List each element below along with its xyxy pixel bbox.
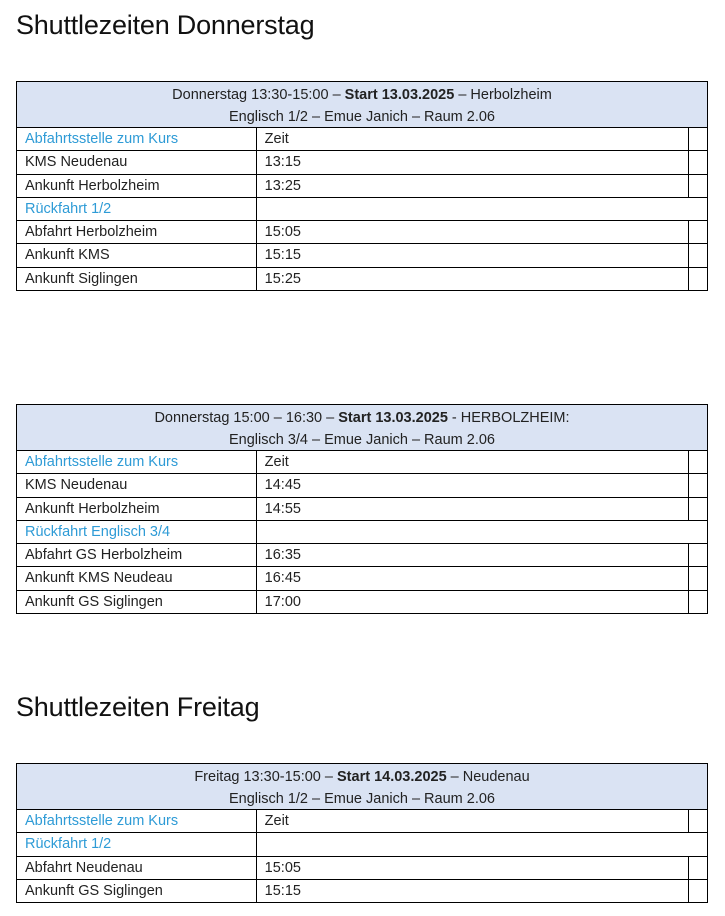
header-line-1 <box>17 84 707 106</box>
table-row <box>16 451 708 474</box>
table-row <box>16 521 708 544</box>
stop-cell: Abfahrt GS Herbolzheim <box>17 544 257 566</box>
table-row <box>16 474 708 497</box>
empty-cell <box>689 268 708 290</box>
table-row <box>16 151 708 174</box>
stop-cell: Ankunft Herbolzheim <box>17 175 257 197</box>
table-row <box>16 128 708 151</box>
stop-cell: Ankunft Herbolzheim <box>17 498 257 520</box>
table-row <box>16 857 708 880</box>
header-text: Freitag 13:30-15:00 – <box>194 769 337 785</box>
header-line-2: Englisch 1/2 – Emue Janich – Raum 2.06 <box>229 791 495 807</box>
header-line-2: Englisch 1/2 – Emue Janich – Raum 2.06 <box>229 109 495 125</box>
header-location: – Herbolzheim <box>454 87 552 103</box>
schedule-table-thursday-2 <box>16 404 708 614</box>
empty-cell <box>689 880 708 902</box>
return-section-label: Rückfahrt 1/2 <box>17 833 257 855</box>
time-cell <box>257 521 708 543</box>
table-row <box>16 498 708 521</box>
schedule-table-friday-1 <box>16 763 708 903</box>
stop-cell: Abfahrt Herbolzheim <box>17 221 257 243</box>
empty-cell <box>689 544 708 566</box>
empty-cell <box>689 175 708 197</box>
empty-cell <box>689 474 708 496</box>
time-cell: 15:15 <box>257 880 689 902</box>
time-cell: 13:15 <box>257 151 689 173</box>
time-cell: 16:45 <box>257 567 689 589</box>
table-row <box>16 198 708 221</box>
table-header <box>16 404 708 451</box>
empty-cell <box>689 857 708 879</box>
return-section-label: Rückfahrt 1/2 <box>17 198 257 220</box>
stop-cell: Ankunft KMS <box>17 244 257 266</box>
header-text: Donnerstag 15:00 – 16:30 – <box>154 410 339 426</box>
page-title-friday: Shuttlezeiten Freitag <box>16 692 260 722</box>
time-cell: 15:15 <box>257 244 689 266</box>
header-location: – Neudenau <box>446 769 530 785</box>
stop-cell: Ankunft GS Siglingen <box>17 880 257 902</box>
column-header-departure: Abfahrtsstelle zum Kurs <box>17 128 257 150</box>
empty-cell <box>689 244 708 266</box>
column-header-time: Zeit <box>257 451 689 473</box>
table-row <box>16 175 708 198</box>
table-row <box>16 221 708 244</box>
table-row <box>16 268 708 291</box>
table-row <box>16 567 708 590</box>
stop-cell: Ankunft GS Siglingen <box>17 591 257 613</box>
table-row <box>16 880 708 903</box>
column-header-departure: Abfahrtsstelle zum Kurs <box>17 451 257 473</box>
header-line-1 <box>17 407 707 429</box>
time-cell <box>257 198 708 220</box>
empty-cell <box>689 128 708 150</box>
header-location: - HERBOLZHEIM: <box>447 410 570 426</box>
column-header-time: Zeit <box>257 810 689 832</box>
time-cell: 15:05 <box>257 221 689 243</box>
empty-cell <box>689 221 708 243</box>
page-title-thursday: Shuttlezeiten Donnerstag <box>16 10 315 40</box>
header-text: Donnerstag 13:30-15:00 – <box>172 87 345 103</box>
stop-cell: Abfahrt Neudenau <box>17 857 257 879</box>
column-header-time: Zeit <box>257 128 689 150</box>
header-line-2: Englisch 3/4 – Emue Janich – Raum 2.06 <box>229 432 495 448</box>
time-cell: 16:35 <box>257 544 689 566</box>
header-start-date: Start 13.03.2025 <box>344 87 455 103</box>
table-header <box>16 81 708 128</box>
time-cell: 13:25 <box>257 175 689 197</box>
table-row <box>16 833 708 856</box>
header-line-1 <box>17 766 707 788</box>
empty-cell <box>689 451 708 473</box>
time-cell: 14:45 <box>257 474 689 496</box>
stop-cell: Ankunft Siglingen <box>17 268 257 290</box>
time-cell: 17:00 <box>257 591 689 613</box>
empty-cell <box>689 591 708 613</box>
empty-cell <box>689 498 708 520</box>
stop-cell: KMS Neudenau <box>17 474 257 496</box>
empty-cell <box>689 567 708 589</box>
return-section-label: Rückfahrt Englisch 3/4 <box>17 521 257 543</box>
schedule-table-thursday-1 <box>16 81 708 291</box>
table-row <box>16 810 708 833</box>
header-start-date: Start 13.03.2025 <box>338 410 448 426</box>
time-cell: 14:55 <box>257 498 689 520</box>
stop-cell: Ankunft KMS Neudeau <box>17 567 257 589</box>
time-cell <box>257 833 708 855</box>
header-start-date: Start 14.03.2025 <box>337 769 447 785</box>
column-header-departure: Abfahrtsstelle zum Kurs <box>17 810 257 832</box>
empty-cell <box>689 151 708 173</box>
time-cell: 15:25 <box>257 268 689 290</box>
table-row <box>16 591 708 614</box>
table-row <box>16 544 708 567</box>
time-cell: 15:05 <box>257 857 689 879</box>
table-header <box>16 763 708 810</box>
table-row <box>16 244 708 267</box>
empty-cell <box>689 810 708 832</box>
stop-cell: KMS Neudenau <box>17 151 257 173</box>
